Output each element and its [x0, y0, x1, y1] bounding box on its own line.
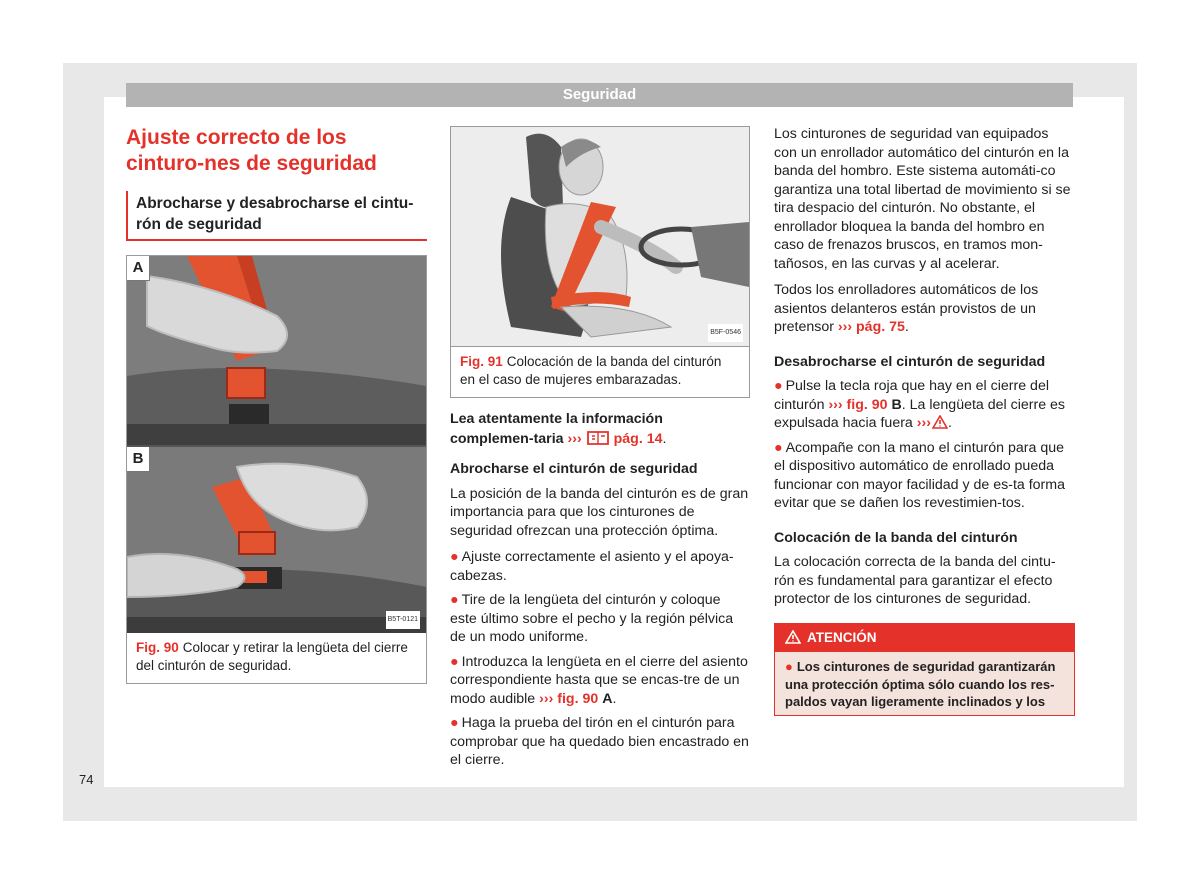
section-intro: La posición de la banda del cinturón es de gran importancia para que los cinturones de seguridad ofrezcan una protección óptima.: [450, 485, 749, 539]
list-item: ● Haga la prueba del tirón en el cinturón para comprobar que ha quedado bien encastrado en el cierre.: [450, 715, 749, 768]
panel-letter-b: B: [127, 447, 150, 472]
list-item: ● Tire de la lengüeta del cinturón y coloque este último sobre el pecho y la región pélvica de un modo uniforme.: [450, 592, 734, 645]
caption-text: Colocación de la banda del cinturón en el caso de mujeres embarazadas.: [460, 354, 722, 387]
figure-91: [450, 126, 750, 398]
subsection-title: Abrocharse y desabrocharse el cintu-rón de seguridad: [126, 191, 427, 241]
buckle-insert-illustration: [127, 256, 426, 445]
figure-90-panel-a: [127, 256, 426, 445]
read-note: Lea atentamente la información complemen-taria ››› pág. 14.: [450, 411, 667, 447]
page-number: 74: [79, 772, 94, 787]
figure-91-caption: [451, 346, 749, 397]
warning-reference-link[interactable]: ›››: [917, 415, 948, 431]
figure-90: [126, 255, 427, 684]
section-heading: Desabrocharse el cinturón de seguridad: [774, 353, 1046, 370]
panel-letter-a: A: [127, 256, 150, 281]
read-note-link[interactable]: ››› pág. 14: [567, 430, 663, 447]
figure-label: Fig. 91: [460, 354, 503, 369]
paragraph: La colocación correcta de la banda del cintu-rón es fundamental para garantizar el efecto protector de los cinturones de seguridad.: [774, 554, 1056, 607]
figure-label: Fig. 90: [136, 640, 179, 655]
figure-90-caption: [127, 633, 426, 683]
pregnant-driver-illustration: [451, 127, 749, 346]
caption-text: Colocar y retirar la lengüeta del cierre del cinturón de seguridad.: [136, 640, 408, 673]
section-heading: Colocación de la banda del cinturón: [774, 529, 1018, 546]
warning-text: ● Los cinturones de seguridad garantizarán una protección óptima sólo cuando los res-paldos vayan ligeramente inclinados y los: [775, 652, 1074, 715]
paragraph: Los cinturones de seguridad van equipados con un enrollador automático del cinturón en la banda del hombro. Este sistema automáti-co garantiza una total libertad de movimiento si se tira despacio del cinturón. No obstante, el enrollador bloquea la banda del hombro en caso de frenazos bruscos, en tramos mon-tañosos, en las curvas y al acelerar.: [774, 126, 1071, 272]
bullet-dot: ●: [450, 592, 459, 608]
bullet-dot: ●: [450, 715, 459, 731]
figure-90-panel-b: [127, 447, 426, 633]
warning-triangle-icon: [932, 415, 948, 429]
list-item: ● Ajuste correctamente el asiento y el apoya-cabezas.: [450, 549, 734, 584]
section-header: Seguridad: [126, 83, 1073, 107]
warning-box: [774, 623, 1075, 716]
figure-91-image: [451, 127, 749, 346]
list-item: ● Acompañe con la mano el cinturón para que el dispositivo automático de enrollado pueda funcionar con mayor facilidad y de es-ta forma evitar que se dañen los revestimien-tos.: [774, 439, 1065, 511]
paragraph: Todos los enrolladores automáticos de los asientos delanteros están provistos de un pretensor ››› pág. 75.: [774, 282, 1039, 335]
bullet-dot: ●: [774, 439, 783, 456]
middle-column: [450, 126, 750, 776]
list-item: ● Introduzca la lengüeta en el cierre del asiento correspondiente hasta que se encas-tre de un modo audible ››› fig. 90 A.: [450, 653, 748, 707]
list-item: ● Pulse la tecla roja que hay en el cierre del cinturón ››› fig. 90 B. La lengüeta del cierre es expulsada hacia fuera ››› .: [774, 378, 1066, 431]
warning-triangle-icon: [785, 630, 801, 644]
figure-reference-link[interactable]: ››› fig. 90: [539, 690, 599, 707]
bullet-dot: ●: [450, 549, 459, 565]
bullet-dot: ●: [450, 653, 459, 670]
left-column: [126, 125, 427, 684]
right-column: [774, 125, 1075, 716]
figure-reference-link[interactable]: ››› fig. 90: [828, 396, 888, 413]
section-heading: Abrocharse el cinturón de seguridad: [450, 461, 698, 477]
image-code: B5T-0121: [386, 611, 420, 630]
book-warning-icon: [586, 429, 610, 446]
bullet-dot: ●: [774, 378, 783, 394]
buckle-release-illustration: [127, 447, 426, 633]
warning-header: ATENCIÓN: [775, 624, 1074, 653]
page-title: Ajuste correcto de los cinturo-nes de seguridad: [126, 126, 377, 175]
image-code: B5F-0546: [708, 324, 743, 343]
page-reference-link[interactable]: ››› pág. 75: [837, 319, 905, 335]
